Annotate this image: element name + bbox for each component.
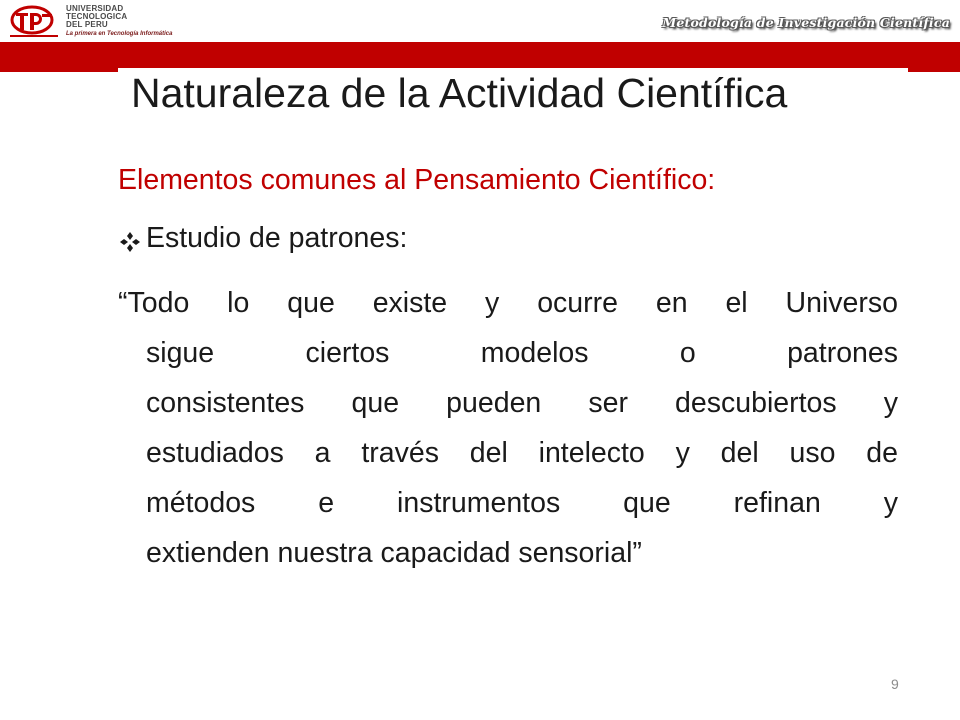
quote-paragraph: [118, 278, 898, 578]
quote-line-4: estudiados a través del intelecto y del uso de: [146, 437, 898, 469]
quote-line-6: extienden nuestra capacidad sensorial”: [146, 537, 642, 569]
slide-title: Naturaleza de la Actividad Científica: [131, 70, 788, 116]
logo-wordmark: [66, 4, 173, 38]
four-diamond-bullet-icon: [118, 228, 142, 250]
quote-line-5: métodos e instrumentos que refinan y: [146, 487, 898, 519]
logo-tagline: La primera en Tecnología Informática: [66, 31, 173, 37]
logo-name-line-2: TECNOLOGICA: [66, 12, 128, 21]
bullet-item: [118, 222, 407, 255]
quote-line-2: sigue ciertos modelos o patrones: [146, 337, 898, 369]
logo-name-line-3: DEL PERU: [66, 20, 108, 29]
bullet-text: Estudio de patrones:: [146, 222, 408, 254]
university-logo: [10, 4, 173, 40]
utp-monogram-icon: [10, 4, 66, 40]
section-subtitle: Elementos comunes al Pensamiento Científico:: [118, 164, 716, 196]
quote-line-3: consistentes que pueden ser descubiertos y: [146, 387, 898, 419]
course-title: Metodología de Investigación Científica: [662, 15, 950, 30]
logo-name-line-1: UNIVERSIDAD: [66, 4, 124, 13]
quote-line-1: “Todo lo que existe y ocurre en el Universo: [118, 287, 898, 319]
page-number: 9: [891, 676, 899, 692]
